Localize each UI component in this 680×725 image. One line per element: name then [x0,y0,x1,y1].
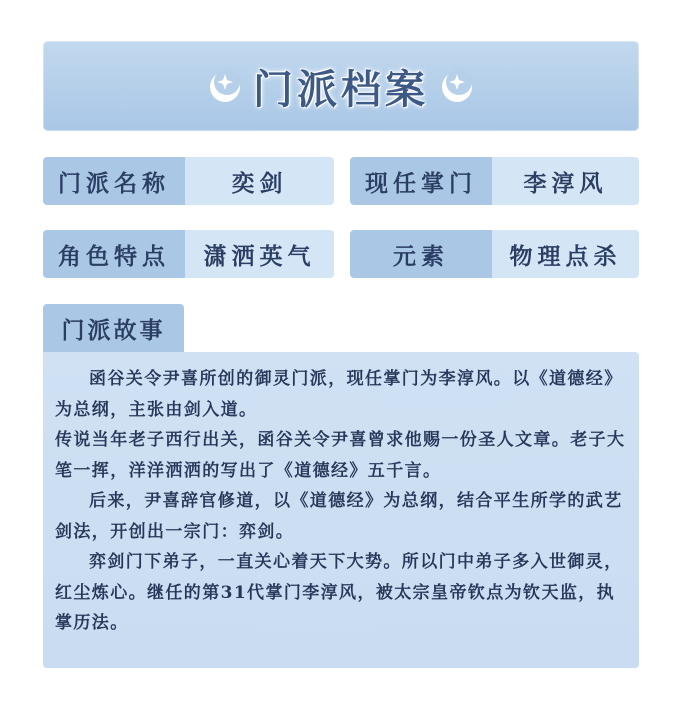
story-box [43,352,639,668]
page-title: 门派档案 [253,65,429,113]
element-value: 物理点杀 [492,230,639,278]
trait-value: 潇洒英气 [185,230,334,278]
story-title: 门派故事 [43,304,184,352]
title-banner [43,41,639,131]
story-paragraph: 函谷关令尹喜所创的御灵门派，现任掌门为李淳风。以《道德经》为总纲，主张由剑入道。 [55,369,623,420]
sect-name-value: 奕剑 [185,157,334,205]
story-paragraph: 传说当年老子西行出关，函谷关令尹喜曾求他赐一份圣人文章。老子大笔一挥，洋洋洒洒的写出了《道德经》五千言。 [55,430,626,481]
trait-label: 角色特点 [43,230,185,278]
crescent-moon-star-icon [437,66,477,106]
leader-value: 李淳风 [492,157,639,205]
element-label: 元素 [350,230,492,278]
crescent-moon-star-icon [205,66,245,106]
sect-name-label: 门派名称 [43,157,185,205]
leader-label: 现任掌门 [350,157,492,205]
story-paragraph: 后来，尹喜辞官修道，以《道德经》为总纲，结合平生所学的武艺剑法，开创出一宗门：弈剑。 [55,491,623,542]
story-paragraph: 弈剑门下弟子，一直关心着天下大势。所以门中弟子多入世御灵，红尘炼心。继任的第31代掌门李淳风，被太宗皇帝钦点为钦天监，执掌历法。 [55,552,623,633]
